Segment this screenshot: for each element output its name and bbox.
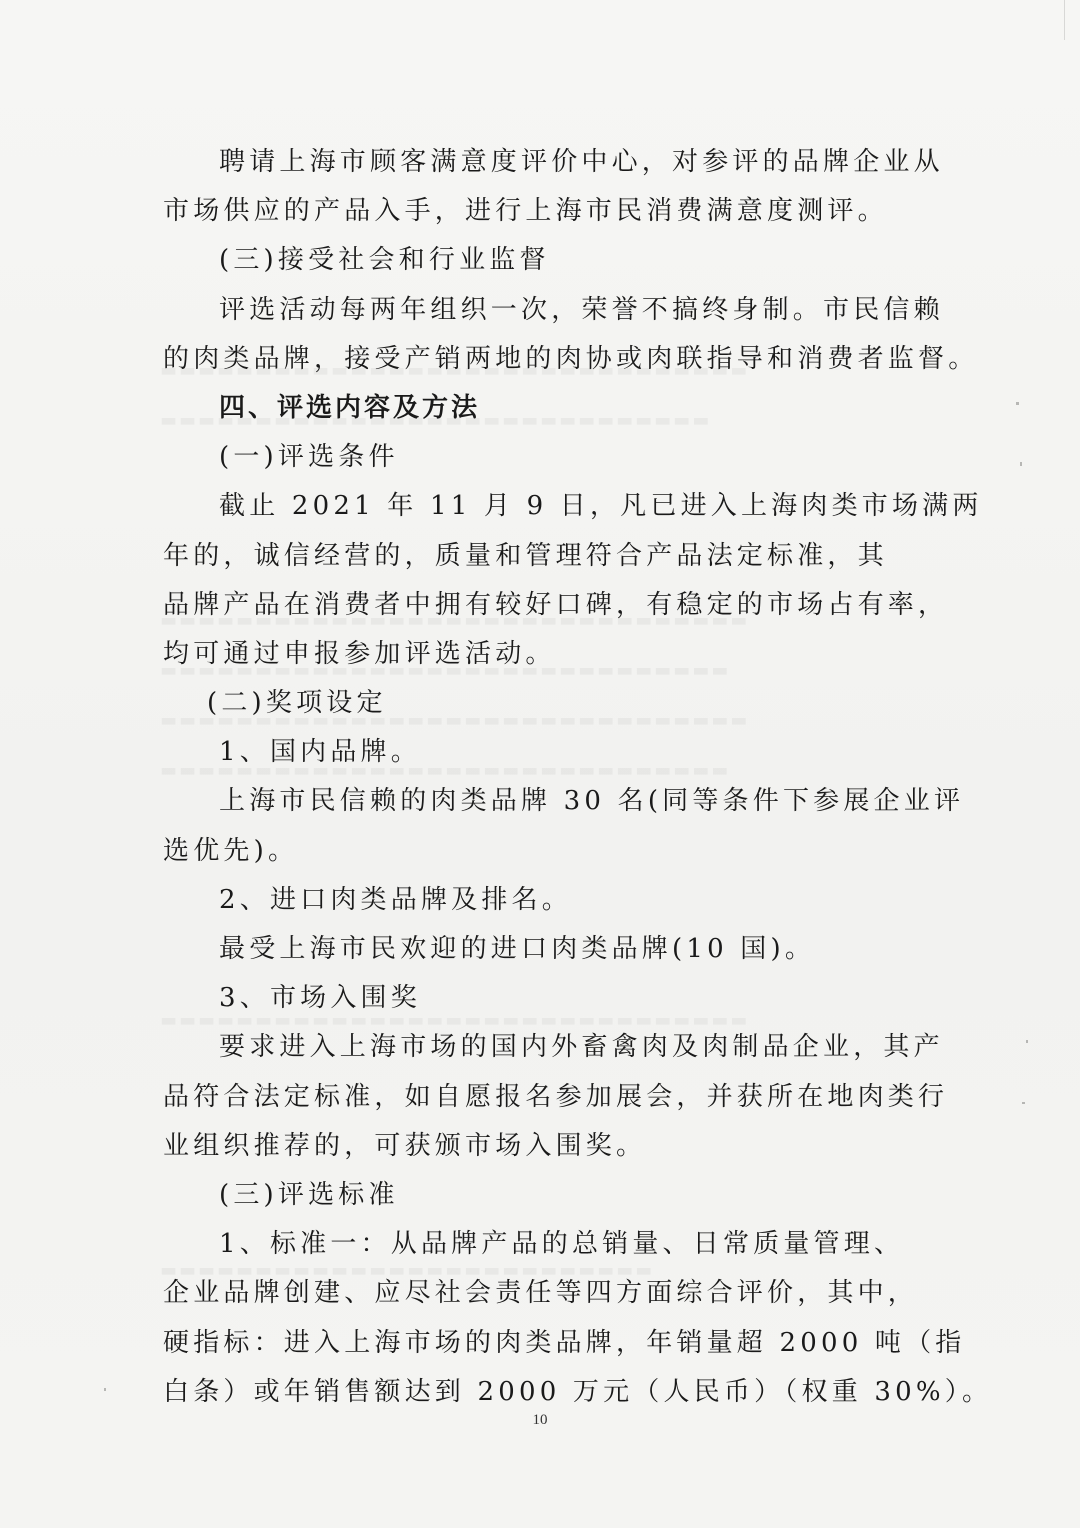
list-item: 3、市场入围奖 bbox=[219, 983, 421, 1014]
paragraph-line: 品符合法定标准，如自愿报名参加展会，并获所在地肉类行 bbox=[163, 1081, 949, 1112]
list-item: 2、进口肉类品牌及排名。 bbox=[219, 884, 572, 915]
paragraph-line: 选优先)。 bbox=[163, 835, 299, 866]
paragraph-line: 要求进入上海市场的国内外畜禽肉及肉制品企业，其产 bbox=[219, 1032, 944, 1063]
paragraph-line: 上海市民信赖的肉类品牌 30 名(同等条件下参展企业评 bbox=[219, 786, 965, 817]
paragraph-line: 硬指标：进入上海市场的肉类品牌，年销量超 2000 吨（指 bbox=[163, 1327, 966, 1358]
section-subheading: (一)评选条件 bbox=[219, 442, 399, 473]
scan-speck bbox=[1022, 1102, 1025, 1104]
section-heading: 四、评选内容及方法 bbox=[219, 392, 481, 423]
scan-speck bbox=[1020, 462, 1022, 466]
paragraph-line: 业组织推荐的，可获颁市场入围奖。 bbox=[163, 1130, 647, 1161]
scan-speck bbox=[104, 1388, 106, 1391]
document-body bbox=[163, 138, 993, 1417]
paragraph-line: 年的，诚信经营的，质量和管理符合产品法定标准，其 bbox=[163, 540, 888, 571]
paragraph-line: 均可通过申报参加评选活动。 bbox=[163, 638, 556, 669]
list-item: 1、国内品牌。 bbox=[219, 737, 421, 768]
paragraph-line: 企业品牌创建、应尽社会责任等四方面综合评价，其中， bbox=[163, 1278, 919, 1309]
list-item: 1、标准一：从品牌产品的总销量、日常质量管理、 bbox=[219, 1229, 905, 1260]
paragraph-line: 聘请上海市顾客满意度评价中心，对参评的品牌企业从 bbox=[219, 147, 944, 177]
section-subheading: (三)接受社会和行业监督 bbox=[219, 245, 550, 276]
section-subheading: (二)奖项设定 bbox=[207, 688, 387, 719]
paragraph-line: 的肉类品牌，接受产销两地的肉协或肉联指导和消费者监督。 bbox=[163, 343, 979, 374]
paragraph-line: 最受上海市民欢迎的进口肉类品牌(10 国)。 bbox=[219, 934, 816, 964]
scan-edge bbox=[1064, 0, 1065, 40]
section-subheading: (三)评选标准 bbox=[219, 1179, 399, 1210]
paragraph-line: 截止 2021 年 11 月 9 日，凡已进入上海肉类市场满两 bbox=[219, 491, 983, 522]
paragraph-line: 白条）或年销售额达到 2000 万元（人民币）（权重 30%）。 bbox=[163, 1376, 993, 1407]
paragraph-line: 评选活动每两年组织一次，荣誉不搞终身制。市民信赖 bbox=[219, 294, 944, 325]
paragraph-line: 品牌产品在消费者中拥有较好口碑，有稳定的市场占有率， bbox=[163, 589, 949, 620]
scan-speck bbox=[1026, 1040, 1028, 1043]
page-number: 10 bbox=[532, 1412, 548, 1428]
paragraph-line: 市场供应的产品入手，进行上海市民消费满意度测评。 bbox=[163, 196, 888, 227]
scan-speck bbox=[1016, 402, 1019, 405]
